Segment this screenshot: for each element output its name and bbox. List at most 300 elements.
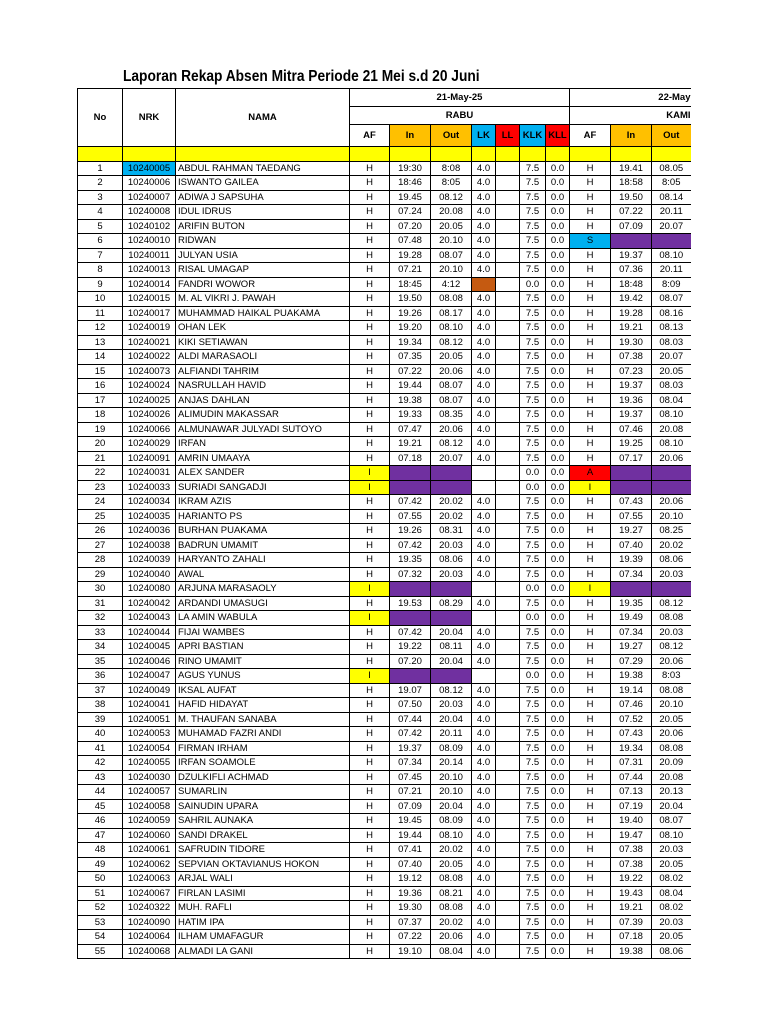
cell-out-day2: 20.07	[652, 350, 691, 365]
cell-klk: 7.5	[520, 176, 546, 191]
cell-in: 19.21	[390, 437, 431, 452]
cell-nama: MUHAMAD FAZRI ANDI	[176, 727, 350, 742]
cell-nrk: 10240322	[123, 901, 176, 916]
cell-kll: 0.0	[546, 248, 570, 263]
cell-lk: 4.0	[472, 509, 496, 524]
cell-nrk: 10240049	[123, 683, 176, 698]
cell-in-day2: 07.38	[611, 857, 652, 872]
cell-af-day2: H	[570, 176, 611, 191]
cell-nama: MUHAMMAD HAIKAL PUAKAMA	[176, 306, 350, 321]
cell-no: 30	[78, 582, 123, 597]
cell-out-day2: 08.08	[652, 683, 691, 698]
cell-af-day2: H	[570, 756, 611, 771]
cell-kll: 0.0	[546, 582, 570, 597]
cell-in-day2: 18:58	[611, 176, 652, 191]
cell-in: 19.34	[390, 335, 431, 350]
cell-nama: SEPVIAN OKTAVIANUS HOKON	[176, 857, 350, 872]
table-row	[78, 538, 691, 553]
cell-nama: OHAN LEK	[176, 321, 350, 336]
table-row	[78, 176, 691, 191]
cell-klk: 7.5	[520, 451, 546, 466]
cell-af: H	[350, 567, 390, 582]
cell-af: H	[350, 422, 390, 437]
cell-nrk: 10240031	[123, 466, 176, 481]
cell-ll	[496, 567, 520, 582]
cell-af-day2: H	[570, 437, 611, 452]
cell-ll	[496, 364, 520, 379]
table-row	[78, 234, 691, 249]
cell-lk: 4.0	[472, 234, 496, 249]
cell-nrk: 10240038	[123, 538, 176, 553]
table-row	[78, 669, 691, 684]
table-row	[78, 364, 691, 379]
cell-klk: 7.5	[520, 567, 546, 582]
cell-nrk: 10240029	[123, 437, 176, 452]
cell-af: H	[350, 219, 390, 234]
cell-nama: IKRAM AZIS	[176, 495, 350, 510]
cell-nrk: 10240068	[123, 944, 176, 959]
cell-ll	[496, 654, 520, 669]
cell-af-day2: H	[570, 770, 611, 785]
cell-out-day2	[652, 480, 691, 495]
cell-nrk: 10240014	[123, 277, 176, 292]
table-row	[78, 553, 691, 568]
cell-in-day2: 07.43	[611, 495, 652, 510]
cell-kll: 0.0	[546, 799, 570, 814]
cell-ll	[496, 944, 520, 959]
cell-nrk: 10240046	[123, 654, 176, 669]
cell-in: 19:30	[390, 161, 431, 176]
cell-kll: 0.0	[546, 611, 570, 626]
cell-af-day2: H	[570, 190, 611, 205]
cell-out: 20.08	[431, 205, 472, 220]
cell-nama: BURHAN PUAKAMA	[176, 524, 350, 539]
cell-in: 07.22	[390, 364, 431, 379]
cell-in: 07.24	[390, 205, 431, 220]
cell-lk: 4.0	[472, 306, 496, 321]
cell-no: 53	[78, 915, 123, 930]
cell-af-day2: H	[570, 785, 611, 800]
cell-klk: 7.5	[520, 350, 546, 365]
cell-in: 07.35	[390, 350, 431, 365]
cell-no: 11	[78, 306, 123, 321]
cell-ll	[496, 437, 520, 452]
cell-in-day2: 19.43	[611, 886, 652, 901]
cell-out-day2: 08.10	[652, 248, 691, 263]
cell-lk: 4.0	[472, 321, 496, 336]
cell-nama: AGUS YUNUS	[176, 669, 350, 684]
cell-lk: 4.0	[472, 524, 496, 539]
cell-out: 08.04	[431, 944, 472, 959]
cell-out: 08.09	[431, 741, 472, 756]
cell-af-day2: H	[570, 161, 611, 176]
cell-nama: APRI BASTIAN	[176, 640, 350, 655]
cell-in-day2: 07.38	[611, 843, 652, 858]
cell-af: H	[350, 205, 390, 220]
cell-klk: 7.5	[520, 335, 546, 350]
cell-nama: ALFIANDI TAHRIM	[176, 364, 350, 379]
cell-out-day2: 08.06	[652, 944, 691, 959]
cell-lk: 4.0	[472, 596, 496, 611]
cell-af-day2: H	[570, 277, 611, 292]
cell-out-day2: 20.05	[652, 364, 691, 379]
cell-in: 19.50	[390, 292, 431, 307]
table-row	[78, 263, 691, 278]
cell-no: 34	[78, 640, 123, 655]
cell-nrk: 10240055	[123, 756, 176, 771]
cell-no: 31	[78, 596, 123, 611]
cell-no: 2	[78, 176, 123, 191]
cell-no: 10	[78, 292, 123, 307]
cell-af-day2: H	[570, 857, 611, 872]
table-row	[78, 683, 691, 698]
cell-in-day2: 07.29	[611, 654, 652, 669]
cell-out-day2: 20.05	[652, 712, 691, 727]
cell-ll	[496, 277, 520, 292]
cell-af-day2: I	[570, 582, 611, 597]
cell-klk: 7.5	[520, 901, 546, 916]
cell-in: 19.12	[390, 872, 431, 887]
cell-kll: 0.0	[546, 393, 570, 408]
cell-nrk: 10240021	[123, 335, 176, 350]
cell-nrk: 10240080	[123, 582, 176, 597]
cell-in-day2: 07.55	[611, 509, 652, 524]
cell-out: 20.04	[431, 625, 472, 640]
cell-out-day2: 08.14	[652, 190, 691, 205]
cell-nama: HARYANTO ZAHALI	[176, 553, 350, 568]
cell-af-day2: H	[570, 596, 611, 611]
cell-lk: 4.0	[472, 683, 496, 698]
cell-kll: 0.0	[546, 843, 570, 858]
cell-af: H	[350, 698, 390, 713]
cell-out-day2: 08.13	[652, 321, 691, 336]
cell-nama: AWAL	[176, 567, 350, 582]
cell-out-day2: 20.13	[652, 785, 691, 800]
spacer-row	[78, 147, 691, 162]
cell-out: 08.09	[431, 814, 472, 829]
cell-af: H	[350, 770, 390, 785]
cell-in-day2: 07.13	[611, 785, 652, 800]
cell-no: 33	[78, 625, 123, 640]
cell-kll: 0.0	[546, 306, 570, 321]
cell-out-day2: 08.06	[652, 553, 691, 568]
cell-klk: 7.5	[520, 379, 546, 394]
cell-out-day2: 08.12	[652, 596, 691, 611]
cell-out: 20.06	[431, 930, 472, 945]
cell-out: 4:12	[431, 277, 472, 292]
cell-no: 17	[78, 393, 123, 408]
cell-ll	[496, 480, 520, 495]
cell-nama: SAINUDIN UPARA	[176, 799, 350, 814]
cell-out-day2: 20.06	[652, 727, 691, 742]
cell-klk: 7.5	[520, 640, 546, 655]
cell-no: 36	[78, 669, 123, 684]
cell-af-day2: S	[570, 234, 611, 249]
cell-af: H	[350, 437, 390, 452]
cell-lk: 4.0	[472, 408, 496, 423]
cell-af: H	[350, 451, 390, 466]
cell-af-day2: H	[570, 422, 611, 437]
cell-lk: 4.0	[472, 364, 496, 379]
cell-kll: 0.0	[546, 466, 570, 481]
cell-in-day2: 19.25	[611, 437, 652, 452]
cell-nrk: 10240019	[123, 321, 176, 336]
cell-af: H	[350, 915, 390, 930]
cell-out-day2: 20.04	[652, 799, 691, 814]
cell-klk: 7.5	[520, 857, 546, 872]
cell-out-day2: 08.08	[652, 741, 691, 756]
cell-nama: SAHRIL AUNAKA	[176, 814, 350, 829]
header-day1-name: RABU	[350, 107, 570, 125]
cell-in: 07.18	[390, 451, 431, 466]
header-in-day2: In	[611, 125, 652, 147]
cell-out: 08.12	[431, 683, 472, 698]
cell-ll	[496, 248, 520, 263]
cell-in: 19.07	[390, 683, 431, 698]
cell-in: 07.20	[390, 219, 431, 234]
table-row	[78, 828, 691, 843]
cell-in-day2: 07.19	[611, 799, 652, 814]
cell-out: 08.29	[431, 596, 472, 611]
cell-lk: 4.0	[472, 915, 496, 930]
cell-in: 18:46	[390, 176, 431, 191]
cell-no: 41	[78, 741, 123, 756]
cell-out-day2: 20.03	[652, 915, 691, 930]
cell-out-day2: 08.02	[652, 872, 691, 887]
cell-out-day2: 20.10	[652, 698, 691, 713]
cell-in: 07.34	[390, 756, 431, 771]
cell-in: 07.09	[390, 799, 431, 814]
cell-klk: 7.5	[520, 538, 546, 553]
cell-klk: 0.0	[520, 611, 546, 626]
cell-ll	[496, 524, 520, 539]
cell-out	[431, 611, 472, 626]
cell-in	[390, 669, 431, 684]
cell-no: 25	[78, 509, 123, 524]
cell-af-day2: H	[570, 741, 611, 756]
cell-af: I	[350, 669, 390, 684]
cell-no: 50	[78, 872, 123, 887]
cell-in-day2: 07.43	[611, 727, 652, 742]
cell-in-day2: 18:48	[611, 277, 652, 292]
cell-ll	[496, 176, 520, 191]
cell-af: H	[350, 756, 390, 771]
cell-klk: 7.5	[520, 393, 546, 408]
cell-out-day2	[652, 234, 691, 249]
cell-lk: 4.0	[472, 379, 496, 394]
cell-kll: 0.0	[546, 437, 570, 452]
cell-out-day2: 8:03	[652, 669, 691, 684]
cell-out: 20.06	[431, 422, 472, 437]
cell-lk: 4.0	[472, 640, 496, 655]
cell-af: H	[350, 335, 390, 350]
cell-in-day2: 07.34	[611, 567, 652, 582]
cell-out: 20.06	[431, 364, 472, 379]
cell-out-day2: 08.10	[652, 828, 691, 843]
cell-lk: 4.0	[472, 422, 496, 437]
cell-lk: 4.0	[472, 350, 496, 365]
cell-lk: 4.0	[472, 886, 496, 901]
cell-nrk: 10240061	[123, 843, 176, 858]
cell-af: H	[350, 654, 390, 669]
table-row	[78, 248, 691, 263]
cell-klk: 7.5	[520, 248, 546, 263]
table-row	[78, 350, 691, 365]
cell-in: 19.28	[390, 248, 431, 263]
cell-kll: 0.0	[546, 872, 570, 887]
cell-ll	[496, 625, 520, 640]
cell-out: 20.10	[431, 263, 472, 278]
cell-in: 19.33	[390, 408, 431, 423]
cell-lk: 4.0	[472, 712, 496, 727]
cell-af-day2: A	[570, 466, 611, 481]
cell-in: 19.45	[390, 814, 431, 829]
cell-in: 19.37	[390, 741, 431, 756]
cell-in-day2: 19.22	[611, 872, 652, 887]
cell-nama: ADIWA J SAPSUHA	[176, 190, 350, 205]
cell-af-day2: H	[570, 248, 611, 263]
table-row	[78, 756, 691, 771]
cell-klk: 7.5	[520, 437, 546, 452]
cell-klk: 7.5	[520, 234, 546, 249]
cell-in: 19.44	[390, 379, 431, 394]
cell-in	[390, 582, 431, 597]
header-af: AF	[350, 125, 390, 147]
cell-klk: 7.5	[520, 219, 546, 234]
cell-nama: RISAL UMAGAP	[176, 263, 350, 278]
cell-nama: ALIMUDIN MAKASSAR	[176, 408, 350, 423]
cell-out	[431, 582, 472, 597]
cell-kll: 0.0	[546, 408, 570, 423]
cell-nrk: 10240067	[123, 886, 176, 901]
cell-lk: 4.0	[472, 944, 496, 959]
cell-out: 20.10	[431, 770, 472, 785]
cell-af: H	[350, 828, 390, 843]
cell-kll: 0.0	[546, 625, 570, 640]
cell-kll: 0.0	[546, 756, 570, 771]
table-row	[78, 741, 691, 756]
table-row	[78, 843, 691, 858]
cell-af: H	[350, 524, 390, 539]
cell-in: 07.22	[390, 930, 431, 945]
cell-in: 19.10	[390, 944, 431, 959]
cell-no: 37	[78, 683, 123, 698]
cell-nama: ANJAS DAHLAN	[176, 393, 350, 408]
cell-out: 20.04	[431, 799, 472, 814]
cell-lk: 4.0	[472, 930, 496, 945]
cell-af: H	[350, 901, 390, 916]
cell-af-day2: H	[570, 886, 611, 901]
cell-ll	[496, 379, 520, 394]
cell-klk: 0.0	[520, 277, 546, 292]
cell-in: 07.45	[390, 770, 431, 785]
cell-nrk: 10240040	[123, 567, 176, 582]
cell-klk: 7.5	[520, 828, 546, 843]
table-row	[78, 596, 691, 611]
cell-af-day2: H	[570, 611, 611, 626]
cell-kll: 0.0	[546, 509, 570, 524]
cell-af-day2: I	[570, 480, 611, 495]
cell-lk: 4.0	[472, 698, 496, 713]
cell-out: 20.03	[431, 698, 472, 713]
table-row	[78, 785, 691, 800]
cell-no: 29	[78, 567, 123, 582]
cell-nrk: 10240102	[123, 219, 176, 234]
cell-nama: JULYAN USIA	[176, 248, 350, 263]
cell-klk: 7.5	[520, 161, 546, 176]
cell-klk: 7.5	[520, 886, 546, 901]
cell-out-day2: 20.05	[652, 930, 691, 945]
cell-out-day2: 20.11	[652, 205, 691, 220]
cell-nrk: 10240047	[123, 669, 176, 684]
cell-no: 20	[78, 437, 123, 452]
cell-in-day2	[611, 234, 652, 249]
cell-nrk: 10240017	[123, 306, 176, 321]
cell-out-day2: 08.02	[652, 901, 691, 916]
cell-in-day2: 19.50	[611, 190, 652, 205]
cell-af: H	[350, 263, 390, 278]
table-row	[78, 901, 691, 916]
table-row	[78, 814, 691, 829]
cell-no: 19	[78, 422, 123, 437]
cell-nama: SANDI DRAKEL	[176, 828, 350, 843]
cell-ll	[496, 393, 520, 408]
cell-af: H	[350, 625, 390, 640]
cell-nrk: 10240062	[123, 857, 176, 872]
cell-nrk: 10240026	[123, 408, 176, 423]
cell-in: 19.35	[390, 553, 431, 568]
cell-nrk: 10240041	[123, 698, 176, 713]
cell-ll	[496, 408, 520, 423]
cell-ll	[496, 190, 520, 205]
cell-af: H	[350, 161, 390, 176]
cell-af-day2: H	[570, 944, 611, 959]
table-row	[78, 567, 691, 582]
cell-af: I	[350, 582, 390, 597]
cell-no: 8	[78, 263, 123, 278]
cell-af-day2: H	[570, 640, 611, 655]
cell-af: H	[350, 277, 390, 292]
cell-nama: ALMADI LA GANI	[176, 944, 350, 959]
cell-ll	[496, 698, 520, 713]
cell-klk: 0.0	[520, 480, 546, 495]
cell-out-day2: 20.08	[652, 422, 691, 437]
cell-nrk[interactable]: 10240005	[123, 161, 176, 176]
cell-klk: 7.5	[520, 872, 546, 887]
cell-lk: 4.0	[472, 553, 496, 568]
cell-kll: 0.0	[546, 480, 570, 495]
cell-out-day2: 08.07	[652, 814, 691, 829]
cell-nrk: 10240011	[123, 248, 176, 263]
cell-in: 19.20	[390, 321, 431, 336]
cell-klk: 7.5	[520, 654, 546, 669]
cell-lk: 4.0	[472, 799, 496, 814]
table-row	[78, 872, 691, 887]
cell-klk: 7.5	[520, 263, 546, 278]
cell-af-day2: H	[570, 669, 611, 684]
cell-af: H	[350, 248, 390, 263]
cell-out: 20.03	[431, 538, 472, 553]
cell-lk: 4.0	[472, 756, 496, 771]
cell-no: 4	[78, 205, 123, 220]
cell-klk: 7.5	[520, 770, 546, 785]
cell-ll	[496, 161, 520, 176]
cell-out-day2: 08.10	[652, 408, 691, 423]
cell-nama: HATIM IPA	[176, 915, 350, 930]
cell-no: 5	[78, 219, 123, 234]
cell-kll: 0.0	[546, 712, 570, 727]
cell-af-day2: H	[570, 219, 611, 234]
